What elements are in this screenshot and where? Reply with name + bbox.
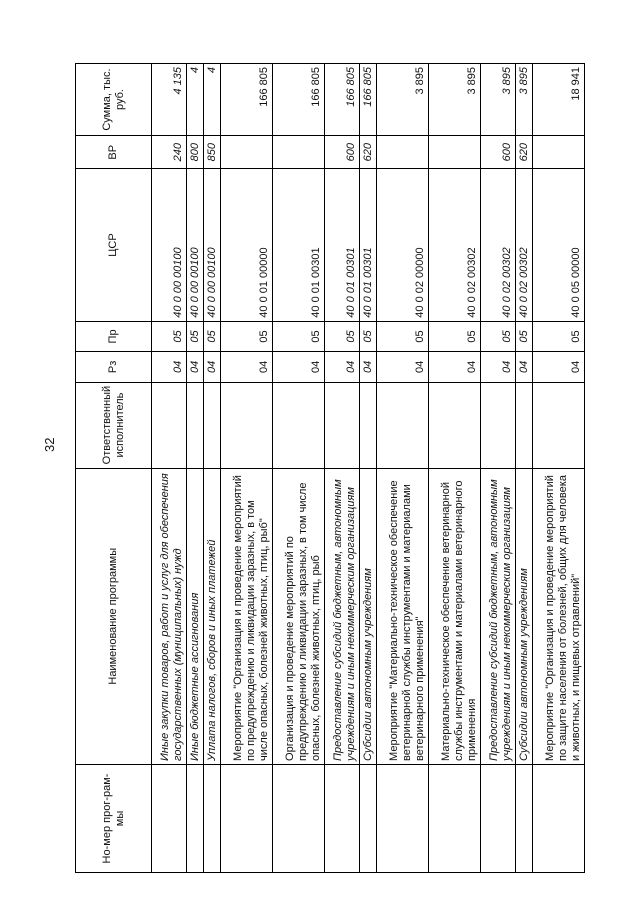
rz-cell: 04 — [152, 352, 187, 382]
rz-cell: 04 — [221, 352, 273, 382]
table-header-row — [76, 64, 152, 873]
executor-cell — [152, 382, 187, 468]
executor-cell — [532, 382, 584, 468]
vr-cell: 800 — [186, 136, 203, 169]
sum-cell: 3 895 — [481, 64, 516, 136]
header-rz: Рз — [76, 352, 152, 382]
program-name-cell: Иные бюджетные ассигнования — [186, 468, 203, 764]
sum-cell: 166 805 — [273, 64, 325, 136]
table-row — [325, 64, 360, 873]
table-row — [359, 64, 376, 873]
csr-cell: 40 0 05 00000 — [532, 169, 584, 321]
program-number-cell — [359, 764, 376, 872]
rz-cell: 04 — [186, 352, 203, 382]
header-executor: Ответственный исполнитель — [76, 382, 152, 468]
program-name-cell: Мероприятие "Материально-техническое обеспечение ветеринарной службы инструментами и материалами ветеринарного применения" — [377, 468, 429, 764]
program-number-cell — [221, 764, 273, 872]
rz-cell: 04 — [515, 352, 532, 382]
rotated-table-container — [75, 63, 585, 873]
program-name-cell: Мероприятие "Организация и проведение мероприятий по защите населения от болезней, общих для человека и животных, и пищевых отравлений" — [532, 468, 584, 764]
table-row — [481, 64, 516, 873]
program-number-cell — [152, 764, 187, 872]
pr-cell: 05 — [429, 321, 481, 351]
rz-cell: 04 — [273, 352, 325, 382]
sum-cell: 166 805 — [325, 64, 360, 136]
rz-cell: 04 — [203, 352, 220, 382]
vr-cell — [377, 136, 429, 169]
executor-cell — [203, 382, 220, 468]
rz-cell: 04 — [429, 352, 481, 382]
vr-cell: 850 — [203, 136, 220, 169]
program-name-cell: Материально-техническое обеспечение ветеринарной службы инструментами и материалами ветеринарного применения — [429, 468, 481, 764]
budget-table — [75, 63, 585, 873]
program-name-cell: Иные закупки товаров, работ и услуг для обеспечения государственных (муниципальных) нужд — [152, 468, 187, 764]
pr-cell: 05 — [377, 321, 429, 351]
program-number-cell — [481, 764, 516, 872]
sum-cell: 166 805 — [221, 64, 273, 136]
pr-cell: 05 — [203, 321, 220, 351]
csr-cell: 40 0 00 00100 — [152, 169, 187, 321]
vr-cell: 620 — [359, 136, 376, 169]
page-number: 32 — [42, 437, 57, 452]
program-name-cell: Мероприятие "Организация и проведение мероприятий по предупреждению и ликвидации заразных, в том числе опасных, болезней животных, птиц, рыб" — [221, 468, 273, 764]
header-csr: ЦСР — [76, 169, 152, 321]
csr-cell: 40 0 01 00301 — [325, 169, 360, 321]
executor-cell — [273, 382, 325, 468]
sum-cell: 18 941 — [532, 64, 584, 136]
csr-cell: 40 0 02 00302 — [429, 169, 481, 321]
rz-cell: 04 — [359, 352, 376, 382]
executor-cell — [221, 382, 273, 468]
rz-cell: 04 — [325, 352, 360, 382]
executor-cell — [359, 382, 376, 468]
csr-cell: 40 0 01 00301 — [359, 169, 376, 321]
executor-cell — [377, 382, 429, 468]
vr-cell — [221, 136, 273, 169]
sum-cell: 4 — [186, 64, 203, 136]
sum-cell: 166 805 — [359, 64, 376, 136]
program-name-cell: Субсидии автономным учреждениям — [359, 468, 376, 764]
rz-cell: 04 — [377, 352, 429, 382]
sum-cell: 3 895 — [377, 64, 429, 136]
header-pr: Пр — [76, 321, 152, 351]
csr-cell: 40 0 01 00000 — [221, 169, 273, 321]
vr-cell: 620 — [515, 136, 532, 169]
pr-cell: 05 — [532, 321, 584, 351]
pr-cell: 05 — [481, 321, 516, 351]
pr-cell: 05 — [359, 321, 376, 351]
program-number-cell — [532, 764, 584, 872]
table-row — [221, 64, 273, 873]
program-number-cell — [515, 764, 532, 872]
executor-cell — [429, 382, 481, 468]
program-number-cell — [325, 764, 360, 872]
program-name-cell: Субсидии автономным учреждениям — [515, 468, 532, 764]
header-program-number: Но-мер прог-рам-мы — [76, 764, 152, 872]
header-vr: ВР — [76, 136, 152, 169]
program-number-cell — [186, 764, 203, 872]
table-row — [186, 64, 203, 873]
pr-cell: 05 — [186, 321, 203, 351]
vr-cell: 240 — [152, 136, 187, 169]
table-row — [429, 64, 481, 873]
sum-cell: 3 895 — [429, 64, 481, 136]
table-row — [515, 64, 532, 873]
csr-cell: 40 0 00 00100 — [186, 169, 203, 321]
csr-cell: 40 0 01 00301 — [273, 169, 325, 321]
pr-cell: 05 — [325, 321, 360, 351]
header-sum: Сумма, тыс. руб. — [76, 64, 152, 136]
program-name-cell: Уплата налогов, сборов и иных платежей — [203, 468, 220, 764]
csr-cell: 40 0 02 00302 — [481, 169, 516, 321]
vr-cell — [273, 136, 325, 169]
csr-cell: 40 0 02 00302 — [515, 169, 532, 321]
program-name-cell: Предоставление субсидий бюджетным, автономным учреждениям и иным некоммерческим организациям — [481, 468, 516, 764]
vr-cell — [532, 136, 584, 169]
pr-cell: 05 — [152, 321, 187, 351]
program-number-cell — [429, 764, 481, 872]
rz-cell: 04 — [532, 352, 584, 382]
csr-cell: 40 0 00 00100 — [203, 169, 220, 321]
pr-cell: 05 — [221, 321, 273, 351]
executor-cell — [186, 382, 203, 468]
table-row — [532, 64, 584, 873]
table-row — [377, 64, 429, 873]
program-number-cell — [203, 764, 220, 872]
vr-cell: 600 — [481, 136, 516, 169]
program-name-cell: Организация и проведение мероприятий по предупреждению и ликвидации заразных, в том числе опасных, болезней животных, птиц, рыб — [273, 468, 325, 764]
executor-cell — [481, 382, 516, 468]
vr-cell: 600 — [325, 136, 360, 169]
pr-cell: 05 — [273, 321, 325, 351]
rz-cell: 04 — [481, 352, 516, 382]
program-number-cell — [377, 764, 429, 872]
table-row — [203, 64, 220, 873]
sum-cell: 3 895 — [515, 64, 532, 136]
header-program-name: Наименование программы — [76, 468, 152, 764]
executor-cell — [515, 382, 532, 468]
program-number-cell — [273, 764, 325, 872]
sum-cell: 4 — [203, 64, 220, 136]
pr-cell: 05 — [515, 321, 532, 351]
program-name-cell: Предоставление субсидий бюджетным, автономным учреждениям и иным некоммерческим организациям — [325, 468, 360, 764]
table-row — [152, 64, 187, 873]
vr-cell — [429, 136, 481, 169]
executor-cell — [325, 382, 360, 468]
sum-cell: 4 135 — [152, 64, 187, 136]
table-row — [273, 64, 325, 873]
csr-cell: 40 0 02 00000 — [377, 169, 429, 321]
